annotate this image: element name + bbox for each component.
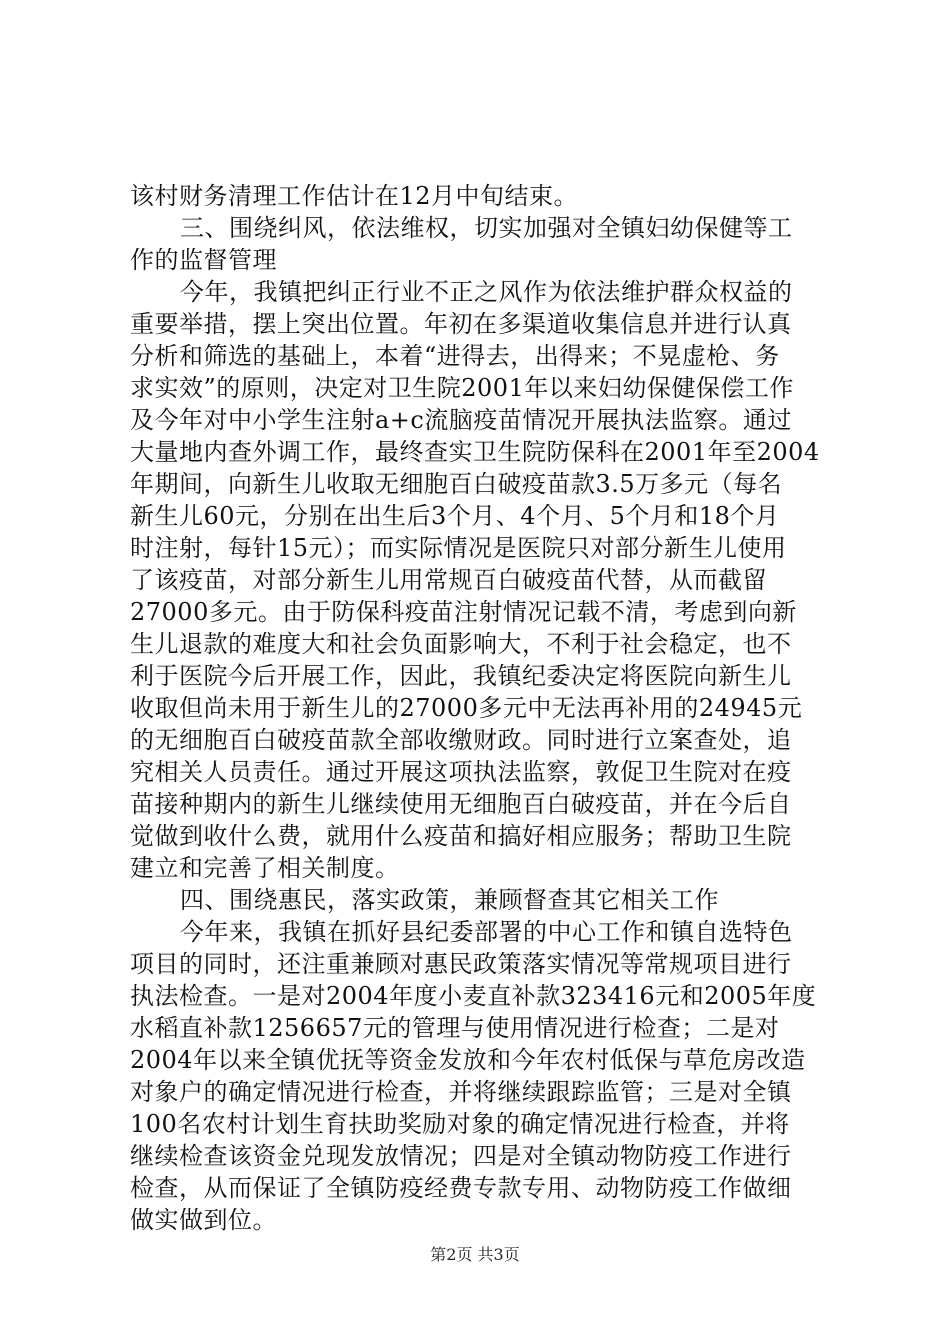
body-text-line: 大量地内查外调工作，最终查实卫生院防保科在2001年至2004	[130, 438, 820, 466]
body-text-line: 年期间，向新生儿收取无细胞百白破疫苗款3.5万多元（每名	[130, 470, 783, 498]
body-text-line: 对象户的确定情况进行检查，并将继续跟踪监管；三是对全镇	[130, 1078, 792, 1106]
section-heading: 三、围绕纠风，依法维权，切实加强对全镇妇幼保健等工	[180, 214, 793, 242]
body-text-line: 的无细胞百白破疫苗款全部收缴财政。同时进行立案查处，追	[130, 726, 792, 754]
body-text-line: 苗接种期内的新生儿继续使用无细胞百白破疫苗，并在今后自	[130, 790, 792, 818]
body-text-line: 利于医院今后开展工作，因此，我镇纪委决定将医院向新生儿	[130, 662, 792, 690]
body-text-line: 生儿退款的难度大和社会负面影响大，不利于社会稳定，也不	[130, 630, 792, 658]
body-text-line: 建立和完善了相关制度。	[130, 854, 400, 882]
body-text-line: 了该疫苗，对部分新生儿用常规百白破疫苗代替，从而截留	[130, 566, 767, 594]
page-number-footer: 第2页 共3页	[430, 1245, 520, 1264]
body-text-line: 分析和筛选的基础上，本着“进得去，出得来；不晃虚枪、务	[130, 342, 780, 370]
body-text-line: 项目的同时，还注重兼顾对惠民政策落实情况等常规项目进行	[130, 950, 792, 978]
body-text-line: 今年来，我镇在抓好县纪委部署的中心工作和镇自选特色	[180, 918, 793, 946]
body-text-line: 该村财务清理工作估计在12月中旬结束。	[130, 182, 579, 210]
body-text-line: 求实效”的原则，决定对卫生院2001年以来妇幼保健保偿工作	[130, 374, 794, 402]
body-text-line: 做实做到位。	[130, 1206, 277, 1234]
body-text-line: 及今年对中小学生注射a+c流脑疫苗情况开展执法监察。通过	[130, 406, 792, 434]
body-text-line: 时注射，每针15元）；而实际情况是医院只对部分新生儿使用	[130, 534, 787, 562]
body-text-line: 2004年以来全镇优抚等资金发放和今年农村低保与草危房改造	[130, 1046, 806, 1074]
body-text-line: 新生儿60元，分别在出生后3个月、4个月、5个月和18个月	[130, 502, 780, 530]
body-text-line: 收取但尚未用于新生儿的27000多元中无法再补用的24945元	[130, 694, 803, 722]
body-text-line: 究相关人员责任。通过开展这项执法监察，敦促卫生院对在疫	[130, 758, 792, 786]
body-text-line: 水稻直补款1256657元的管理与使用情况进行检查；二是对	[130, 1014, 780, 1042]
section-heading-continued: 作的监督管理	[130, 246, 277, 274]
body-text-line: 重要举措，摆上突出位置。年初在多渠道收集信息并进行认真	[130, 310, 792, 338]
body-text-line: 100名农村计划生育扶助奖励对象的确定情况进行检查，并将	[130, 1110, 790, 1138]
body-text-line: 继续检查该资金兑现发放情况；四是对全镇动物防疫工作进行	[130, 1142, 792, 1170]
section-heading: 四、围绕惠民，落实政策，兼顾督查其它相关工作	[180, 886, 719, 914]
body-text-line: 今年，我镇把纠正行业不正之风作为依法维护群众权益的	[180, 278, 793, 306]
body-text-line: 执法检查。一是对2004年度小麦直补款323416元和2005年度	[130, 982, 817, 1010]
body-text-line: 觉做到收什么费，就用什么疫苗和搞好相应服务；帮助卫生院	[130, 822, 792, 850]
body-text-line: 27000多元。由于防保科疫苗注射情况记载不清，考虑到向新	[130, 598, 797, 626]
body-text-line: 检查，从而保证了全镇防疫经费专款专用、动物防疫工作做细	[130, 1174, 792, 1202]
